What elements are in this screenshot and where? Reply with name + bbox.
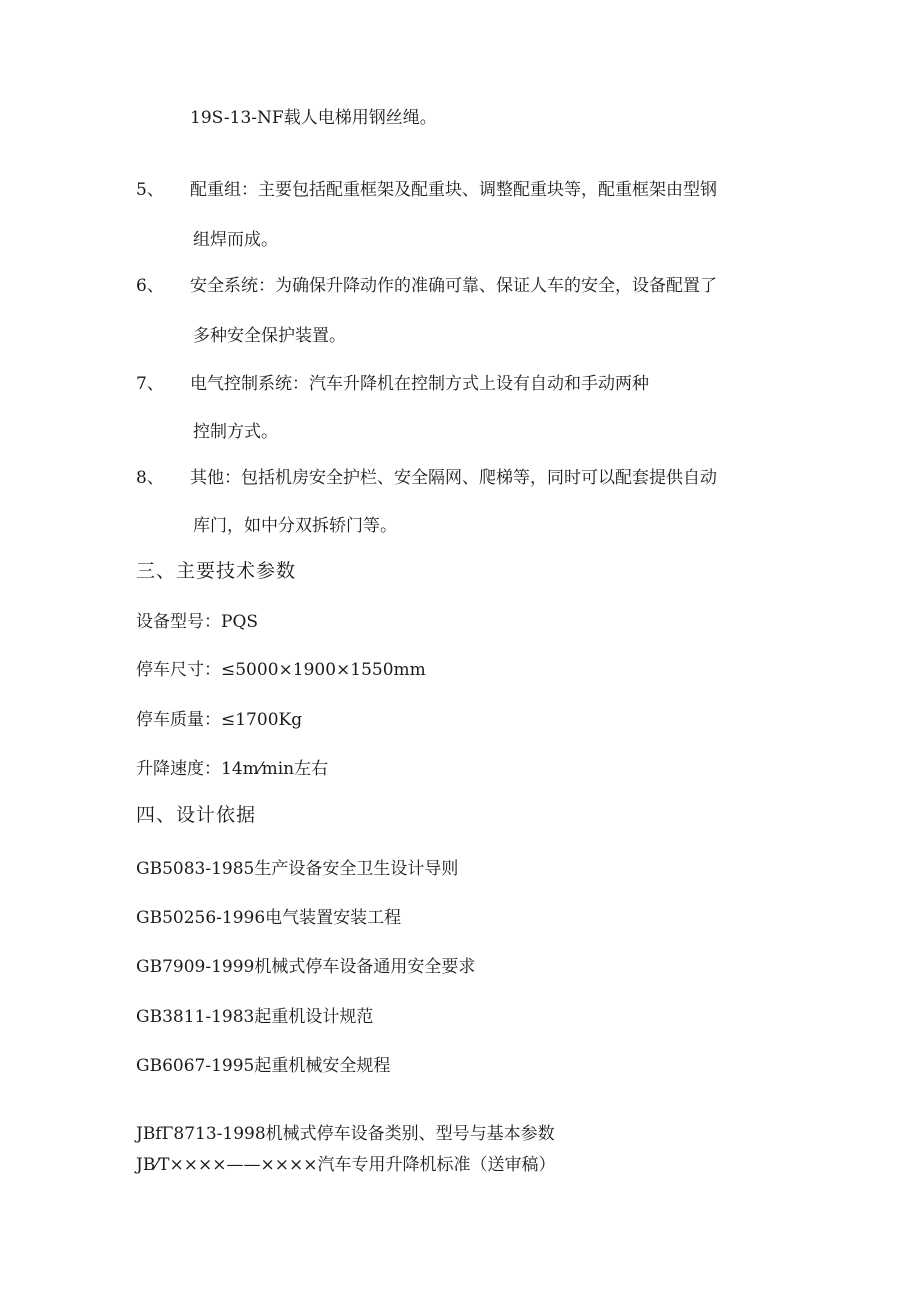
list-item-6-line2: 多种安全保护装置。 xyxy=(193,326,346,346)
list-item-8-number: 8、 xyxy=(136,468,164,488)
section-4-title: 四、设计依据 xyxy=(136,804,257,826)
list-item-5-number: 5、 xyxy=(136,180,164,200)
param-model: 设备型号：PQS xyxy=(136,612,259,632)
standard-item: JBfΓ8713-1998机械式停车设备类别、型号与基本参数 xyxy=(136,1124,555,1144)
standard-item: GB3811-1983起重机设计规范 xyxy=(136,1007,374,1027)
list-item-7-number: 7、 xyxy=(136,374,164,394)
param-size: 停车尺寸：≤5000×1900×1550mm xyxy=(136,660,426,680)
continuation-text: 19S-13-NF载人电梯用钢丝绳。 xyxy=(190,108,437,128)
param-speed: 升降速度：14m⁄min左右 xyxy=(136,759,329,779)
list-item-7-line1: 电气控制系统：汽车升降机在控制方式上设有自动和手动两种 xyxy=(190,374,649,394)
list-item-6-number: 6、 xyxy=(136,276,164,296)
list-item-5-line1: 配重组：主要包括配重框架及配重块、调整配重块等，配重框架由型钢 xyxy=(190,180,717,200)
standard-item: GB5083-1985生产设备安全卫生设计导则 xyxy=(136,859,459,879)
standard-item: GB6067-1995起重机械安全规程 xyxy=(136,1056,391,1076)
list-item-5-line2: 组焊而成。 xyxy=(193,230,278,250)
list-item-6-line1: 安全系统：为确保升降动作的准确可靠、保证人车的安全，设备配置了 xyxy=(190,276,717,296)
section-3-title: 三、主要技术参数 xyxy=(136,560,297,582)
param-weight: 停车质量：≤1700Kg xyxy=(136,710,303,730)
list-item-8-line2: 库门，如中分双拆轿门等。 xyxy=(193,516,397,536)
list-item-8-line1: 其他：包括机房安全护栏、安全隔网、爬梯等，同时可以配套提供自动 xyxy=(190,468,717,488)
standard-item: GB7909-1999机械式停车设备通用安全要求 xyxy=(136,957,476,977)
list-item-7-line2: 控制方式。 xyxy=(193,422,278,442)
standard-item: JB⁄T××××——××××汽车专用升降机标准（送审稿） xyxy=(136,1155,556,1175)
standard-item: GB50256-1996电气装置安装工程 xyxy=(136,908,402,928)
